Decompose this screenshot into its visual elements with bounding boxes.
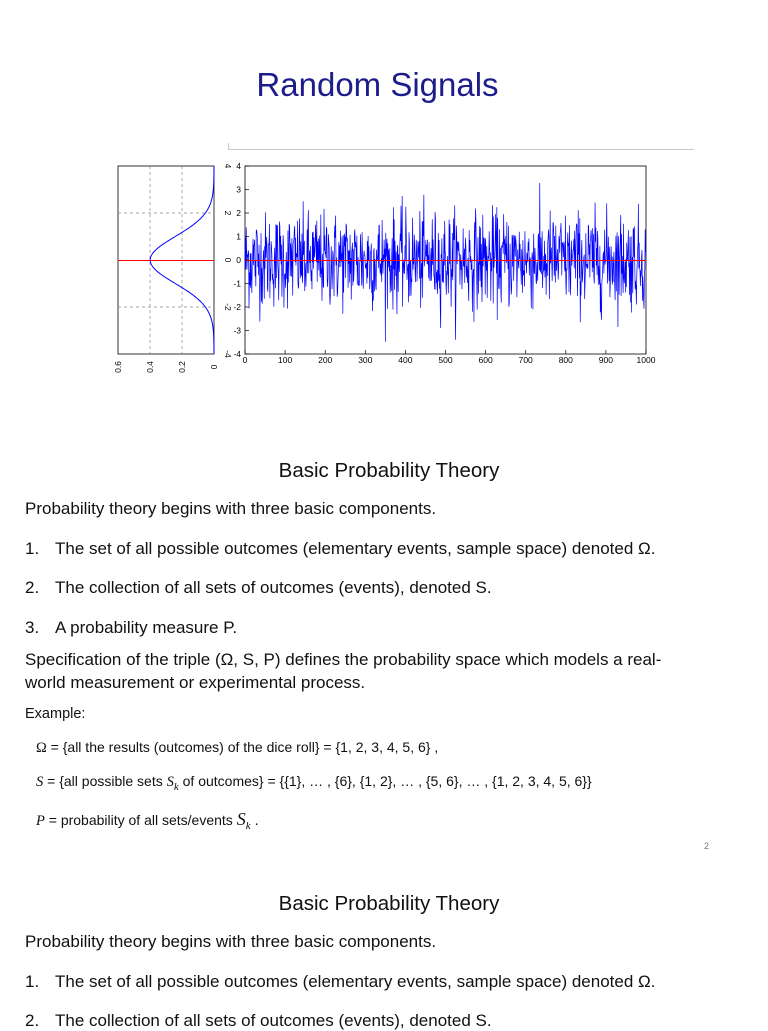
s-def-a: = {all possible sets bbox=[43, 773, 167, 789]
pdf-x-tick-label: 0.4 bbox=[145, 361, 155, 373]
omega-def: = {all the results (outcomes) of the dice roll} = {1, 2, 3, 4, 5, 6} , bbox=[46, 739, 439, 755]
example-s bbox=[36, 773, 592, 793]
item-text: A probability measure P. bbox=[55, 618, 238, 637]
sk-subscript: k bbox=[173, 781, 179, 793]
item-number: 2. bbox=[25, 1011, 40, 1030]
s-symbol: S bbox=[36, 774, 44, 790]
p-symbol: P bbox=[36, 813, 45, 829]
section1-item-3 bbox=[25, 618, 237, 638]
pdf-curve bbox=[150, 166, 214, 354]
divider-line bbox=[228, 149, 694, 150]
random-signal-figure bbox=[110, 155, 680, 390]
pdf-y-tick-label: 4 bbox=[223, 163, 233, 169]
x-tick-label: 600 bbox=[478, 355, 493, 365]
x-tick-label: 0 bbox=[242, 355, 248, 365]
section1-item-1 bbox=[25, 539, 655, 559]
item-text: The set of all possible outcomes (elementary events, sample space) denoted Ω. bbox=[55, 972, 656, 991]
signal-series bbox=[245, 183, 646, 342]
pdf-x-tick-label: 0.6 bbox=[113, 361, 123, 373]
section2-item-1 bbox=[25, 972, 655, 992]
item-text: The collection of all sets of outcomes (events), denoted S. bbox=[55, 1011, 492, 1030]
page-number: 2 bbox=[704, 841, 710, 851]
x-tick-label: 1000 bbox=[636, 355, 656, 365]
section1-heading: Basic Probability Theory bbox=[278, 459, 500, 482]
y-tick-label: 4 bbox=[236, 161, 241, 171]
y-tick-label: 2 bbox=[236, 208, 241, 218]
p-def-end: . bbox=[250, 813, 259, 829]
item-number: 1. bbox=[25, 539, 40, 558]
spec-line-1: Specification of the triple (Ω, S, P) defines the probability space which models a real- bbox=[25, 650, 662, 669]
section1-intro: Probability theory begins with three basic components. bbox=[25, 499, 437, 518]
pdf-panel bbox=[113, 164, 233, 373]
pdf-y-tick-label: -4 bbox=[223, 350, 233, 358]
pdf-y-tick-label: 0 bbox=[223, 257, 233, 263]
pdf-y-tick-label: -2 bbox=[223, 303, 233, 311]
item-number: 1. bbox=[25, 972, 40, 991]
x-tick-label: 700 bbox=[518, 355, 533, 365]
sk-subscript: k bbox=[245, 820, 251, 832]
spec-line-2: world measurement or experimental process. bbox=[25, 673, 366, 692]
example-p bbox=[36, 809, 259, 832]
signal-panel bbox=[233, 161, 655, 365]
pdf-y-tick-label: 2 bbox=[223, 210, 233, 216]
example-omega bbox=[36, 739, 438, 757]
y-tick-label: 3 bbox=[236, 184, 241, 195]
p-def: = probability of all sets/events bbox=[44, 812, 237, 828]
section2-item-2 bbox=[25, 1011, 492, 1031]
section2-intro: Probability theory begins with three basic components. bbox=[25, 932, 437, 951]
omega-symbol: Ω bbox=[36, 740, 47, 756]
item-text: The collection of all sets of outcomes (events), denoted S. bbox=[55, 578, 492, 597]
x-tick-label: 800 bbox=[558, 355, 573, 365]
y-tick-label: -1 bbox=[233, 278, 241, 289]
x-tick-label: 100 bbox=[278, 355, 293, 365]
pdf-frame bbox=[118, 166, 214, 354]
x-tick-label: 400 bbox=[398, 355, 413, 365]
pdf-x-tick-label: 0.2 bbox=[177, 361, 187, 373]
x-tick-label: 900 bbox=[598, 355, 613, 365]
sk-symbol: S bbox=[166, 774, 174, 790]
item-number: 3. bbox=[25, 618, 40, 637]
s-def-b: of outcomes} = {{1}, … , {6}, {1, 2}, … , {5, 6}, … , {1, 2, 3, 4, 5, 6}} bbox=[178, 773, 592, 789]
sk-symbol: S bbox=[236, 809, 246, 829]
y-tick-label: 1 bbox=[236, 231, 241, 242]
section1-item-2 bbox=[25, 578, 492, 598]
x-tick-label: 200 bbox=[318, 355, 333, 365]
x-tick-label: 300 bbox=[358, 355, 373, 365]
y-tick-label: -2 bbox=[233, 302, 241, 312]
y-tick-label: 0 bbox=[236, 255, 241, 265]
item-text: The set of all possible outcomes (elementary events, sample space) denoted Ω. bbox=[55, 539, 656, 558]
pdf-x-tick-label: 0 bbox=[209, 364, 219, 370]
section2-heading: Basic Probability Theory bbox=[278, 892, 500, 915]
divider-tick bbox=[228, 143, 229, 150]
example-label: Example: bbox=[25, 706, 86, 722]
y-tick-label: -4 bbox=[233, 349, 241, 359]
x-tick-label: 500 bbox=[438, 355, 453, 365]
item-number: 2. bbox=[25, 578, 40, 597]
page-title: Random Signals bbox=[256, 66, 499, 103]
y-tick-label: -3 bbox=[233, 325, 241, 336]
